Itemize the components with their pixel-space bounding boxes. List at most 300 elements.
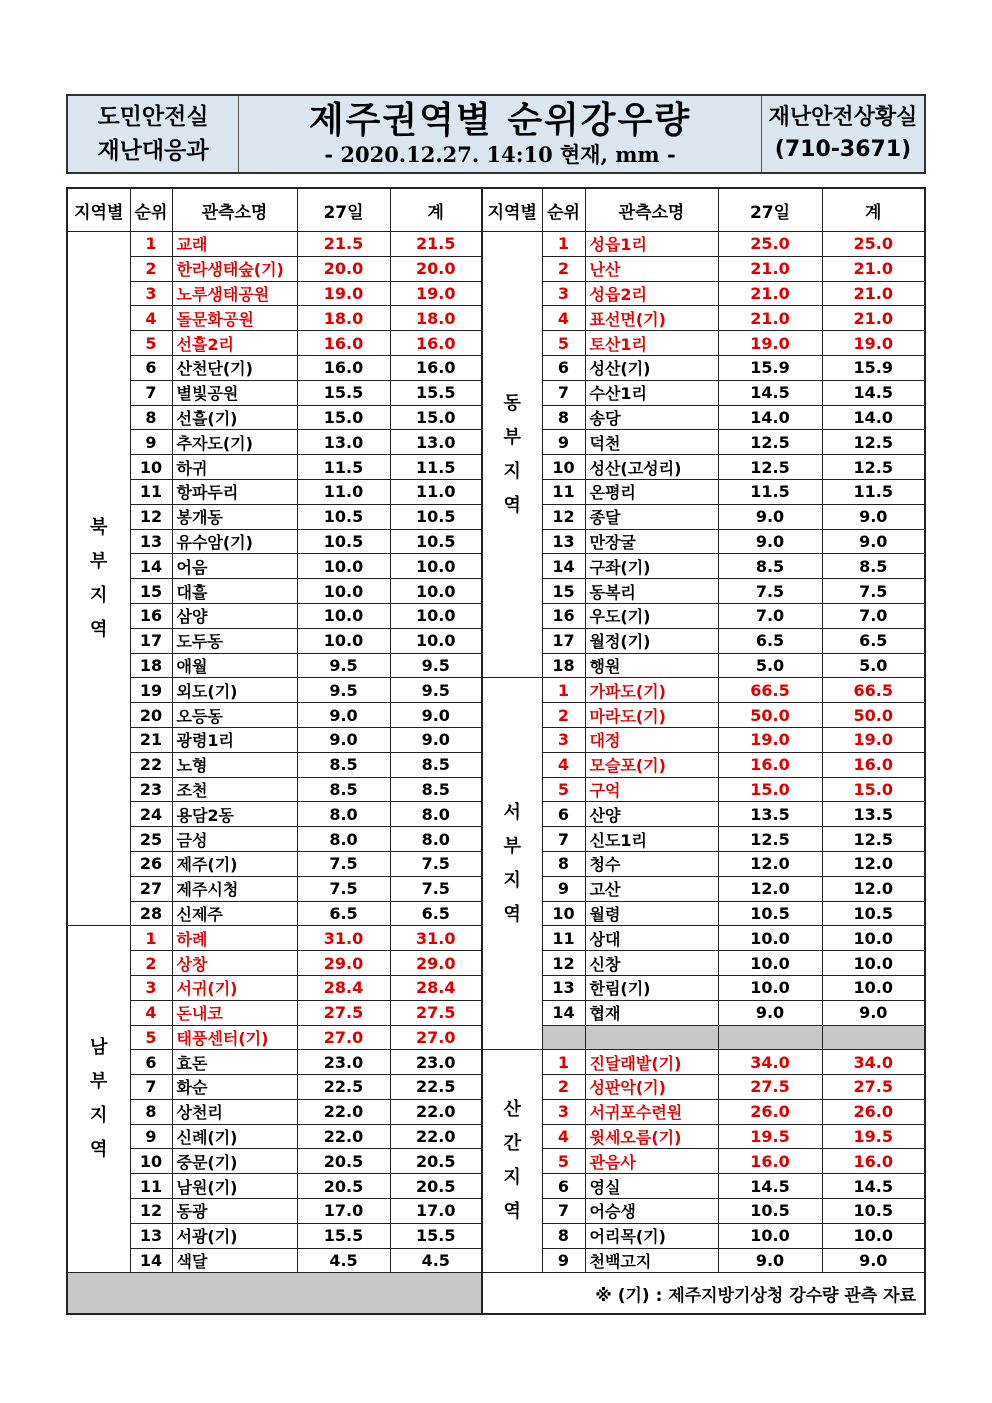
station-name-cell: 애월 <box>172 653 297 678</box>
right-header-row <box>482 188 925 232</box>
rank-cell: 22 <box>130 752 172 777</box>
rank-cell: 3 <box>542 1099 585 1124</box>
total-rain-cell: 4.5 <box>390 1248 482 1273</box>
station-name-cell: 어음 <box>172 554 297 579</box>
office-box <box>762 96 924 172</box>
rank-cell: 5 <box>542 777 585 802</box>
daily-rain-cell: 13.0 <box>297 430 390 455</box>
blank-cell <box>585 1025 718 1050</box>
station-name-cell: 신창 <box>585 951 718 976</box>
region-label-south <box>67 926 130 1273</box>
table-row <box>67 380 482 405</box>
station-name-cell: 항파두리 <box>172 479 297 504</box>
table-row <box>482 1075 925 1100</box>
rank-cell: 9 <box>542 430 585 455</box>
daily-rain-cell: 22.0 <box>297 1099 390 1124</box>
daily-rain-cell: 26.0 <box>718 1099 822 1124</box>
footnote: ※ (기) : 제주지방기상청 강수량 관측 자료 <box>482 1273 925 1315</box>
daily-rain-cell: 10.5 <box>297 529 390 554</box>
daily-rain-cell: 7.5 <box>297 851 390 876</box>
station-name-cell: 대흘 <box>172 579 297 604</box>
rank-cell: 9 <box>542 1248 585 1273</box>
station-name-cell: 천백고지 <box>585 1248 718 1273</box>
table-row <box>482 430 925 455</box>
table-row <box>67 727 482 752</box>
table-row <box>482 802 925 827</box>
rank-cell: 2 <box>542 1075 585 1100</box>
total-rain-cell: 10.0 <box>822 926 925 951</box>
rank-cell: 9 <box>130 430 172 455</box>
rank-cell: 8 <box>130 1099 172 1124</box>
total-rain-cell: 9.0 <box>390 703 482 728</box>
station-name-cell: 돈내코 <box>172 1000 297 1025</box>
station-name-cell: 수산1리 <box>585 380 718 405</box>
rank-cell: 8 <box>130 405 172 430</box>
table-row <box>67 1124 482 1149</box>
daily-rain-cell: 11.5 <box>718 479 822 504</box>
table-row <box>67 901 482 926</box>
col-day: 27일 <box>718 188 822 232</box>
total-rain-cell: 14.5 <box>822 380 925 405</box>
col-region: 지역별 <box>482 188 542 232</box>
total-rain-cell: 8.5 <box>390 777 482 802</box>
daily-rain-cell: 25.0 <box>718 232 822 257</box>
station-name-cell: 덕천 <box>585 430 718 455</box>
total-rain-cell: 11.5 <box>822 479 925 504</box>
table-row <box>67 455 482 480</box>
rank-cell: 10 <box>542 901 585 926</box>
table-row <box>482 554 925 579</box>
rank-cell: 14 <box>130 1248 172 1273</box>
rank-cell: 14 <box>130 554 172 579</box>
daily-rain-cell: 22.5 <box>297 1075 390 1100</box>
station-name-cell: 어리목(기) <box>585 1223 718 1248</box>
station-name-cell: 영실 <box>585 1174 718 1199</box>
daily-rain-cell: 17.0 <box>297 1199 390 1224</box>
daily-rain-cell: 10.0 <box>718 926 822 951</box>
rank-cell: 18 <box>542 653 585 678</box>
col-day: 27일 <box>297 188 390 232</box>
daily-rain-cell: 5.0 <box>718 653 822 678</box>
total-rain-cell: 10.0 <box>822 975 925 1000</box>
rank-cell: 2 <box>542 256 585 281</box>
rank-cell: 15 <box>542 579 585 604</box>
station-name-cell: 토산1리 <box>585 331 718 356</box>
daily-rain-cell: 18.0 <box>297 306 390 331</box>
station-name-cell: 어승생 <box>585 1199 718 1224</box>
total-rain-cell: 19.0 <box>390 281 482 306</box>
total-rain-cell: 12.0 <box>822 851 925 876</box>
station-name-cell: 산양 <box>585 802 718 827</box>
rank-cell: 14 <box>542 554 585 579</box>
rank-cell: 6 <box>130 1050 172 1075</box>
total-rain-cell: 10.0 <box>390 579 482 604</box>
rank-cell: 11 <box>542 479 585 504</box>
table-row <box>67 479 482 504</box>
daily-rain-cell: 21.0 <box>718 281 822 306</box>
total-rain-cell: 27.5 <box>822 1075 925 1100</box>
col-station: 관측소명 <box>172 188 297 232</box>
rank-cell: 3 <box>130 975 172 1000</box>
table-row <box>67 827 482 852</box>
station-name-cell: 제주시청 <box>172 876 297 901</box>
table-row <box>482 281 925 306</box>
daily-rain-cell: 10.5 <box>718 1199 822 1224</box>
table-row <box>67 504 482 529</box>
total-rain-cell: 10.0 <box>822 1223 925 1248</box>
station-name-cell: 종달 <box>585 504 718 529</box>
daily-rain-cell: 20.5 <box>297 1174 390 1199</box>
daily-rain-cell: 16.0 <box>718 752 822 777</box>
table-row <box>67 355 482 380</box>
rank-cell: 10 <box>542 455 585 480</box>
daily-rain-cell: 8.5 <box>297 777 390 802</box>
station-name-cell: 제주(기) <box>172 851 297 876</box>
col-region: 지역별 <box>67 188 130 232</box>
daily-rain-cell: 12.5 <box>718 430 822 455</box>
station-name-cell: 고산 <box>585 876 718 901</box>
table-row <box>482 752 925 777</box>
table-row <box>67 1075 482 1100</box>
daily-rain-cell: 34.0 <box>718 1050 822 1075</box>
table-row <box>67 975 482 1000</box>
total-rain-cell: 10.5 <box>822 1199 925 1224</box>
daily-rain-cell: 9.5 <box>297 653 390 678</box>
total-rain-cell: 22.5 <box>390 1075 482 1100</box>
total-rain-cell: 16.0 <box>822 752 925 777</box>
rank-cell: 12 <box>130 1199 172 1224</box>
table-row <box>67 1174 482 1199</box>
total-rain-cell: 15.5 <box>390 380 482 405</box>
station-name-cell: 상창 <box>172 951 297 976</box>
station-name-cell: 하례 <box>172 926 297 951</box>
table-row <box>482 1223 925 1248</box>
table-row <box>482 975 925 1000</box>
daily-rain-cell: 28.4 <box>297 975 390 1000</box>
table-row <box>67 1223 482 1248</box>
rank-cell: 15 <box>130 579 172 604</box>
rank-cell: 4 <box>130 1000 172 1025</box>
table-row <box>482 306 925 331</box>
table-row <box>482 479 925 504</box>
table-row <box>482 504 925 529</box>
table-row <box>67 1000 482 1025</box>
rank-cell: 2 <box>130 256 172 281</box>
rank-cell: 23 <box>130 777 172 802</box>
daily-rain-cell: 12.0 <box>718 876 822 901</box>
rank-cell: 6 <box>130 355 172 380</box>
rank-cell: 2 <box>130 951 172 976</box>
daily-rain-cell: 7.0 <box>718 603 822 628</box>
station-name-cell: 화순 <box>172 1075 297 1100</box>
table-row <box>67 802 482 827</box>
col-rank: 순위 <box>130 188 172 232</box>
daily-rain-cell: 11.0 <box>297 479 390 504</box>
left-header-row <box>67 188 482 232</box>
daily-rain-cell: 19.0 <box>718 727 822 752</box>
total-rain-cell: 20.0 <box>390 256 482 281</box>
rank-cell: 8 <box>542 1223 585 1248</box>
daily-rain-cell: 29.0 <box>297 951 390 976</box>
daily-rain-cell: 12.5 <box>718 455 822 480</box>
daily-rain-cell: 15.9 <box>718 355 822 380</box>
rank-cell: 24 <box>130 802 172 827</box>
total-rain-cell: 15.5 <box>390 1223 482 1248</box>
total-rain-cell: 9.0 <box>390 727 482 752</box>
rank-cell: 13 <box>542 975 585 1000</box>
table-row <box>482 653 925 678</box>
daily-rain-cell: 19.5 <box>718 1124 822 1149</box>
rank-cell: 16 <box>542 603 585 628</box>
rank-cell: 7 <box>542 380 585 405</box>
table-row <box>482 380 925 405</box>
total-rain-cell: 8.0 <box>390 802 482 827</box>
station-name-cell: 신제주 <box>172 901 297 926</box>
rank-cell: 20 <box>130 703 172 728</box>
total-rain-cell: 8.0 <box>390 827 482 852</box>
station-name-cell: 협재 <box>585 1000 718 1025</box>
station-name-cell: 선흘(기) <box>172 405 297 430</box>
rank-cell: 9 <box>130 1124 172 1149</box>
rank-cell: 14 <box>542 1000 585 1025</box>
daily-rain-cell: 10.0 <box>297 603 390 628</box>
total-rain-cell: 27.5 <box>390 1000 482 1025</box>
total-rain-cell: 8.5 <box>822 554 925 579</box>
total-rain-cell: 17.0 <box>390 1199 482 1224</box>
daily-rain-cell: 12.0 <box>718 851 822 876</box>
office-phone: (710-3671) <box>774 137 912 162</box>
daily-rain-cell: 10.0 <box>718 951 822 976</box>
station-name-cell: 금성 <box>172 827 297 852</box>
table-row <box>67 430 482 455</box>
rank-cell: 4 <box>542 1124 585 1149</box>
region-label-text: 북부지역 <box>90 516 108 640</box>
station-name-cell: 상대 <box>585 926 718 951</box>
station-name-cell: 신례(기) <box>172 1124 297 1149</box>
daily-rain-cell: 9.5 <box>297 678 390 703</box>
rank-cell: 8 <box>542 405 585 430</box>
rank-cell: 4 <box>130 306 172 331</box>
report-header <box>66 94 926 174</box>
department-line2: 재난대응과 <box>97 138 209 164</box>
total-rain-cell: 10.0 <box>390 554 482 579</box>
daily-rain-cell: 27.5 <box>718 1075 822 1100</box>
total-rain-cell: 14.0 <box>822 405 925 430</box>
total-rain-cell: 15.0 <box>390 405 482 430</box>
table-row <box>67 281 482 306</box>
total-rain-cell: 18.0 <box>390 306 482 331</box>
total-rain-cell: 7.5 <box>822 579 925 604</box>
rank-cell: 1 <box>542 678 585 703</box>
table-row <box>482 901 925 926</box>
daily-rain-cell: 27.0 <box>297 1025 390 1050</box>
table-row <box>67 306 482 331</box>
total-rain-cell: 9.0 <box>822 1000 925 1025</box>
daily-rain-cell: 8.0 <box>297 802 390 827</box>
rank-cell: 19 <box>130 678 172 703</box>
table-row <box>67 1099 482 1124</box>
total-rain-cell: 50.0 <box>822 703 925 728</box>
table-row <box>67 1199 482 1224</box>
rank-cell: 9 <box>542 876 585 901</box>
table-row <box>482 405 925 430</box>
total-rain-cell: 21.0 <box>822 281 925 306</box>
daily-rain-cell: 13.5 <box>718 802 822 827</box>
rank-cell: 7 <box>130 1075 172 1100</box>
total-rain-cell: 20.5 <box>390 1149 482 1174</box>
table-row <box>67 256 482 281</box>
daily-rain-cell: 10.0 <box>297 579 390 604</box>
rank-cell: 21 <box>130 727 172 752</box>
daily-rain-cell: 14.0 <box>718 405 822 430</box>
station-name-cell: 용담2동 <box>172 802 297 827</box>
total-rain-cell: 34.0 <box>822 1050 925 1075</box>
table-row <box>67 752 482 777</box>
total-rain-cell: 8.5 <box>390 752 482 777</box>
station-name-cell: 색달 <box>172 1248 297 1273</box>
region-label-east <box>482 232 542 678</box>
daily-rain-cell: 21.0 <box>718 256 822 281</box>
total-rain-cell: 15.9 <box>822 355 925 380</box>
col-rank: 순위 <box>542 188 585 232</box>
station-name-cell: 하귀 <box>172 455 297 480</box>
daily-rain-cell: 11.5 <box>297 455 390 480</box>
table-row <box>482 1124 925 1149</box>
table-row <box>67 678 482 703</box>
daily-rain-cell: 8.5 <box>718 554 822 579</box>
blank-cell <box>822 1025 925 1050</box>
rank-cell: 1 <box>130 926 172 951</box>
daily-rain-cell: 9.0 <box>718 504 822 529</box>
rank-cell: 5 <box>130 1025 172 1050</box>
table-row <box>482 1199 925 1224</box>
total-rain-cell: 13.5 <box>822 802 925 827</box>
left-rainfall-table <box>66 187 483 1315</box>
station-name-cell: 서광(기) <box>172 1223 297 1248</box>
station-name-cell: 노루생태공원 <box>172 281 297 306</box>
daily-rain-cell: 66.5 <box>718 678 822 703</box>
region-label-text: 산간지역 <box>503 1099 521 1223</box>
total-rain-cell: 12.0 <box>822 876 925 901</box>
region-label-text: 남부지역 <box>90 1037 108 1161</box>
rank-cell: 3 <box>130 281 172 306</box>
total-rain-cell: 19.0 <box>822 727 925 752</box>
table-row <box>67 331 482 356</box>
total-rain-cell: 14.5 <box>822 1174 925 1199</box>
rank-cell: 25 <box>130 827 172 852</box>
daily-rain-cell: 15.0 <box>718 777 822 802</box>
station-name-cell: 온평리 <box>585 479 718 504</box>
table-row <box>482 1099 925 1124</box>
station-name-cell: 모슬포(기) <box>585 752 718 777</box>
table-row <box>67 603 482 628</box>
total-rain-cell: 25.0 <box>822 232 925 257</box>
title-box <box>239 96 762 172</box>
table-row <box>482 703 925 728</box>
table-row <box>67 653 482 678</box>
total-rain-cell: 16.0 <box>390 331 482 356</box>
table-row <box>482 777 925 802</box>
total-rain-cell: 12.5 <box>822 430 925 455</box>
station-name-cell: 구억 <box>585 777 718 802</box>
daily-rain-cell: 22.0 <box>297 1124 390 1149</box>
daily-rain-cell: 14.5 <box>718 380 822 405</box>
rank-cell: 2 <box>542 703 585 728</box>
report-title: 제주권역별 순위강우량 <box>308 100 692 141</box>
table-row <box>482 1174 925 1199</box>
station-name-cell: 오등동 <box>172 703 297 728</box>
footer-row <box>482 1273 925 1315</box>
total-rain-cell: 29.0 <box>390 951 482 976</box>
table-row <box>482 529 925 554</box>
table-row <box>67 628 482 653</box>
office-name: 재난안전상황실 <box>768 105 918 130</box>
rank-cell: 12 <box>542 504 585 529</box>
station-name-cell: 교래 <box>172 232 297 257</box>
total-rain-cell: 9.0 <box>822 529 925 554</box>
region-label-north <box>67 232 130 926</box>
table-row <box>482 355 925 380</box>
total-rain-cell: 9.5 <box>390 678 482 703</box>
total-rain-cell: 21.0 <box>822 306 925 331</box>
station-name-cell: 신도1리 <box>585 827 718 852</box>
station-name-cell: 성읍1리 <box>585 232 718 257</box>
station-name-cell: 청수 <box>585 851 718 876</box>
rank-cell: 12 <box>542 951 585 976</box>
table-row <box>482 455 925 480</box>
region-label-text: 동부지역 <box>503 392 521 516</box>
table-row <box>67 951 482 976</box>
rank-cell: 13 <box>130 1223 172 1248</box>
rank-cell: 27 <box>130 876 172 901</box>
total-rain-cell: 19.5 <box>822 1124 925 1149</box>
daily-rain-cell: 10.5 <box>297 504 390 529</box>
table-row <box>67 926 482 951</box>
total-rain-cell: 10.0 <box>390 603 482 628</box>
total-rain-cell: 10.5 <box>390 504 482 529</box>
total-rain-cell: 31.0 <box>390 926 482 951</box>
daily-rain-cell: 15.5 <box>297 1223 390 1248</box>
total-rain-cell: 16.0 <box>390 355 482 380</box>
daily-rain-cell: 9.0 <box>718 1248 822 1273</box>
department-box <box>68 96 239 172</box>
rank-cell: 26 <box>130 851 172 876</box>
station-name-cell: 삼양 <box>172 603 297 628</box>
col-station: 관측소명 <box>585 188 718 232</box>
daily-rain-cell: 16.0 <box>297 355 390 380</box>
daily-rain-cell: 14.5 <box>718 1174 822 1199</box>
table-row <box>67 1025 482 1050</box>
daily-rain-cell: 10.5 <box>718 901 822 926</box>
daily-rain-cell: 50.0 <box>718 703 822 728</box>
rank-cell: 1 <box>542 232 585 257</box>
station-name-cell: 별빛공원 <box>172 380 297 405</box>
total-rain-cell: 11.0 <box>390 479 482 504</box>
station-name-cell: 효돈 <box>172 1050 297 1075</box>
daily-rain-cell: 9.0 <box>297 727 390 752</box>
total-rain-cell: 10.0 <box>822 951 925 976</box>
table-row <box>67 851 482 876</box>
region-label-west <box>482 678 542 1050</box>
total-rain-cell: 19.0 <box>822 331 925 356</box>
rank-cell: 13 <box>130 529 172 554</box>
table-row <box>482 1149 925 1174</box>
total-rain-cell: 27.0 <box>390 1025 482 1050</box>
footer-row <box>67 1273 482 1315</box>
daily-rain-cell: 19.0 <box>297 281 390 306</box>
table-row <box>67 1149 482 1174</box>
total-rain-cell: 12.5 <box>822 827 925 852</box>
